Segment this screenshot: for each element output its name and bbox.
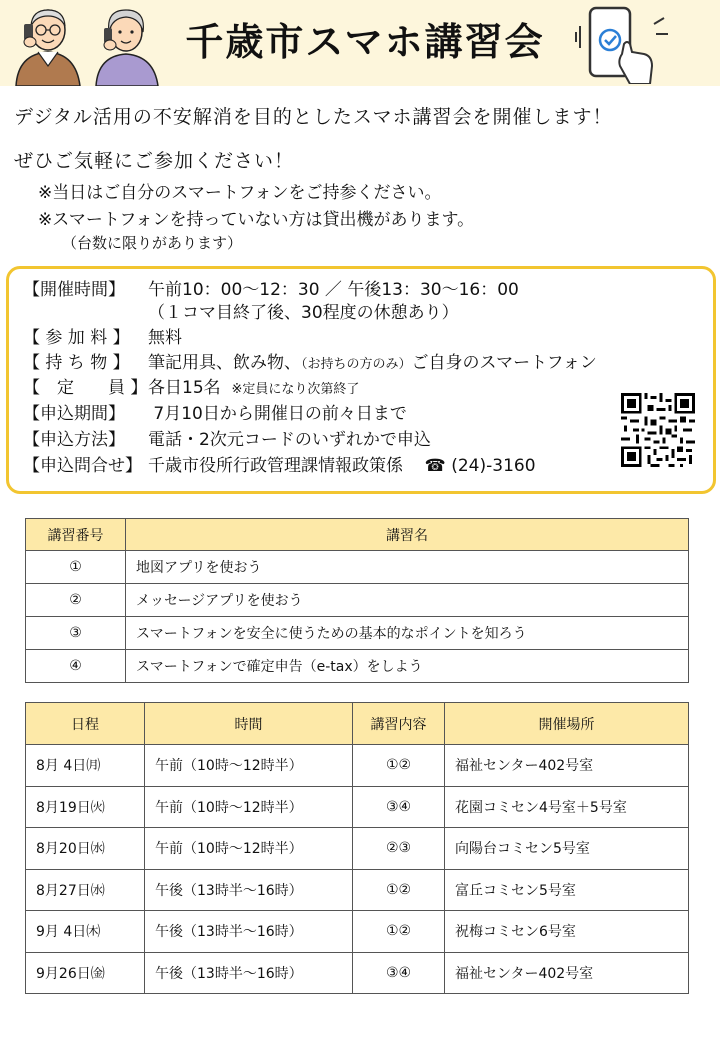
event-info-box: [6, 266, 716, 494]
page-title: 千歳市スマホ講習会: [185, 20, 545, 64]
table-row: [26, 617, 689, 650]
info-fee-row: [23, 327, 182, 349]
info-fee-label: 【 参 加 料 】: [23, 328, 130, 348]
info-phone-value: (24)-3160: [451, 456, 536, 476]
schedule-date: 8月20日㈬: [26, 828, 145, 870]
info-items-label: 【 持 ち 物 】: [23, 353, 130, 373]
table-row: [26, 828, 689, 870]
info-time-note-row: [23, 302, 459, 324]
info-method-row: [23, 429, 431, 451]
schedule-time: 午前（10時～12時半）: [145, 745, 353, 787]
schedule-time: 午後（13時半～16時）: [145, 911, 353, 953]
info-time-value: 午前10：00～12：30 ／ 午後13：30～16：00: [148, 280, 519, 300]
note-limited: （台数に限りがあります）: [62, 234, 243, 252]
course-no: ①: [26, 551, 126, 584]
schedule-time: 午後（13時半～16時）: [145, 869, 353, 911]
schedule-time: 午前（10時～12時半）: [145, 786, 353, 828]
table-row: [26, 745, 689, 787]
info-capacity-label: 【 定 員 】: [23, 378, 148, 398]
info-items-row: [23, 352, 597, 376]
course-table: [25, 518, 689, 683]
table-row: [26, 786, 689, 828]
schedule-header-place: 開催場所: [445, 703, 689, 745]
schedule-place: 向陽台コミセン5号室: [445, 828, 689, 870]
info-time-label: 【開催時間】: [23, 280, 125, 300]
schedule-place: 祝梅コミセン6号室: [445, 911, 689, 953]
intro-line-2: ぜひご気軽にご参加ください！: [14, 150, 295, 172]
schedule-place: 花園コミセン4号室＋5号室: [445, 786, 689, 828]
info-contact-value: 千歳市役所行政管理課情報政策係: [148, 456, 403, 476]
table-row: [26, 952, 689, 994]
schedule-header-date: 日程: [26, 703, 145, 745]
note-bring-phone: ※当日はご自分のスマートフォンをご持参ください。: [38, 183, 442, 203]
info-period-label: 【申込期間】: [23, 404, 125, 424]
schedule-content: ①②: [353, 911, 445, 953]
info-period-row: [23, 403, 407, 425]
info-items-value2: ご自身のスマートフォン: [411, 353, 597, 373]
info-time-row: [23, 279, 519, 301]
table-row: [26, 869, 689, 911]
schedule-place: 福祉センター402号室: [445, 952, 689, 994]
info-fee-value: 無料: [148, 328, 182, 348]
schedule-header-time: 時間: [145, 703, 353, 745]
course-name: メッセージアプリを使おう: [126, 584, 689, 617]
schedule-content: ①②: [353, 745, 445, 787]
intro-line-1: デジタル活用の不安解消を目的としたスマホ講習会を開催します！: [14, 106, 613, 128]
schedule-header-content: 講習内容: [353, 703, 445, 745]
course-name: スマートフォンを安全に使うための基本的なポイントを知ろう: [126, 617, 689, 650]
course-no: ③: [26, 617, 126, 650]
info-capacity-note: ※定員になり次第終了: [231, 382, 360, 397]
course-name: 地図アプリを使おう: [126, 551, 689, 584]
note-rental: ※スマートフォンを持っていない方は貸出機があります。: [38, 210, 475, 230]
info-method-value: 電話・2次元コードのいずれかで申込: [148, 430, 431, 450]
schedule-content: ③④: [353, 952, 445, 994]
table-row: [26, 650, 689, 683]
schedule-content: ③④: [353, 786, 445, 828]
qr-code[interactable]: [621, 393, 695, 467]
schedule-date: 8月 4日㈪: [26, 745, 145, 787]
info-contact-label: 【申込問合せ】: [23, 456, 142, 476]
info-period-value: 7月10日から開催日の前々日まで: [148, 404, 407, 424]
schedule-place: 富丘コミセン5号室: [445, 869, 689, 911]
info-time-note: （１コマ目終了後、30程度の休憩あり）: [148, 303, 459, 323]
table-row: [26, 551, 689, 584]
schedule-time: 午後（13時半～16時）: [145, 952, 353, 994]
info-method-label: 【申込方法】: [23, 430, 125, 450]
smartphone-check-icon: [574, 4, 670, 84]
schedule-content: ②③: [353, 828, 445, 870]
schedule-date: 9月 4日㈭: [26, 911, 145, 953]
schedule-table: [25, 702, 689, 994]
seniors-with-phones-illustration: [10, 2, 162, 86]
info-items-small: （お持ちの方のみ）: [301, 357, 412, 372]
course-header-no: 講習番号: [26, 519, 126, 551]
info-items-value: 筆記用具、飲み物、: [148, 353, 301, 373]
schedule-content: ①②: [353, 869, 445, 911]
schedule-time: 午前（10時～12時半）: [145, 828, 353, 870]
course-name: スマートフォンで確定申告（e-tax）をしよう: [126, 650, 689, 683]
info-capacity-row: [23, 377, 359, 401]
phone-icon: ☎: [424, 456, 446, 476]
table-row: [26, 584, 689, 617]
schedule-place: 福祉センター402号室: [445, 745, 689, 787]
schedule-date: 8月19日㈫: [26, 786, 145, 828]
header-banner: [0, 0, 720, 86]
course-table-header: [26, 519, 689, 551]
course-header-name: 講習名: [126, 519, 689, 551]
schedule-date: 9月26日㈮: [26, 952, 145, 994]
schedule-date: 8月27日㈬: [26, 869, 145, 911]
info-capacity-value: 各日15名: [148, 378, 221, 398]
table-row: [26, 911, 689, 953]
info-contact-row: [23, 455, 536, 477]
course-no: ④: [26, 650, 126, 683]
schedule-table-header: [26, 703, 689, 745]
course-no: ②: [26, 584, 126, 617]
